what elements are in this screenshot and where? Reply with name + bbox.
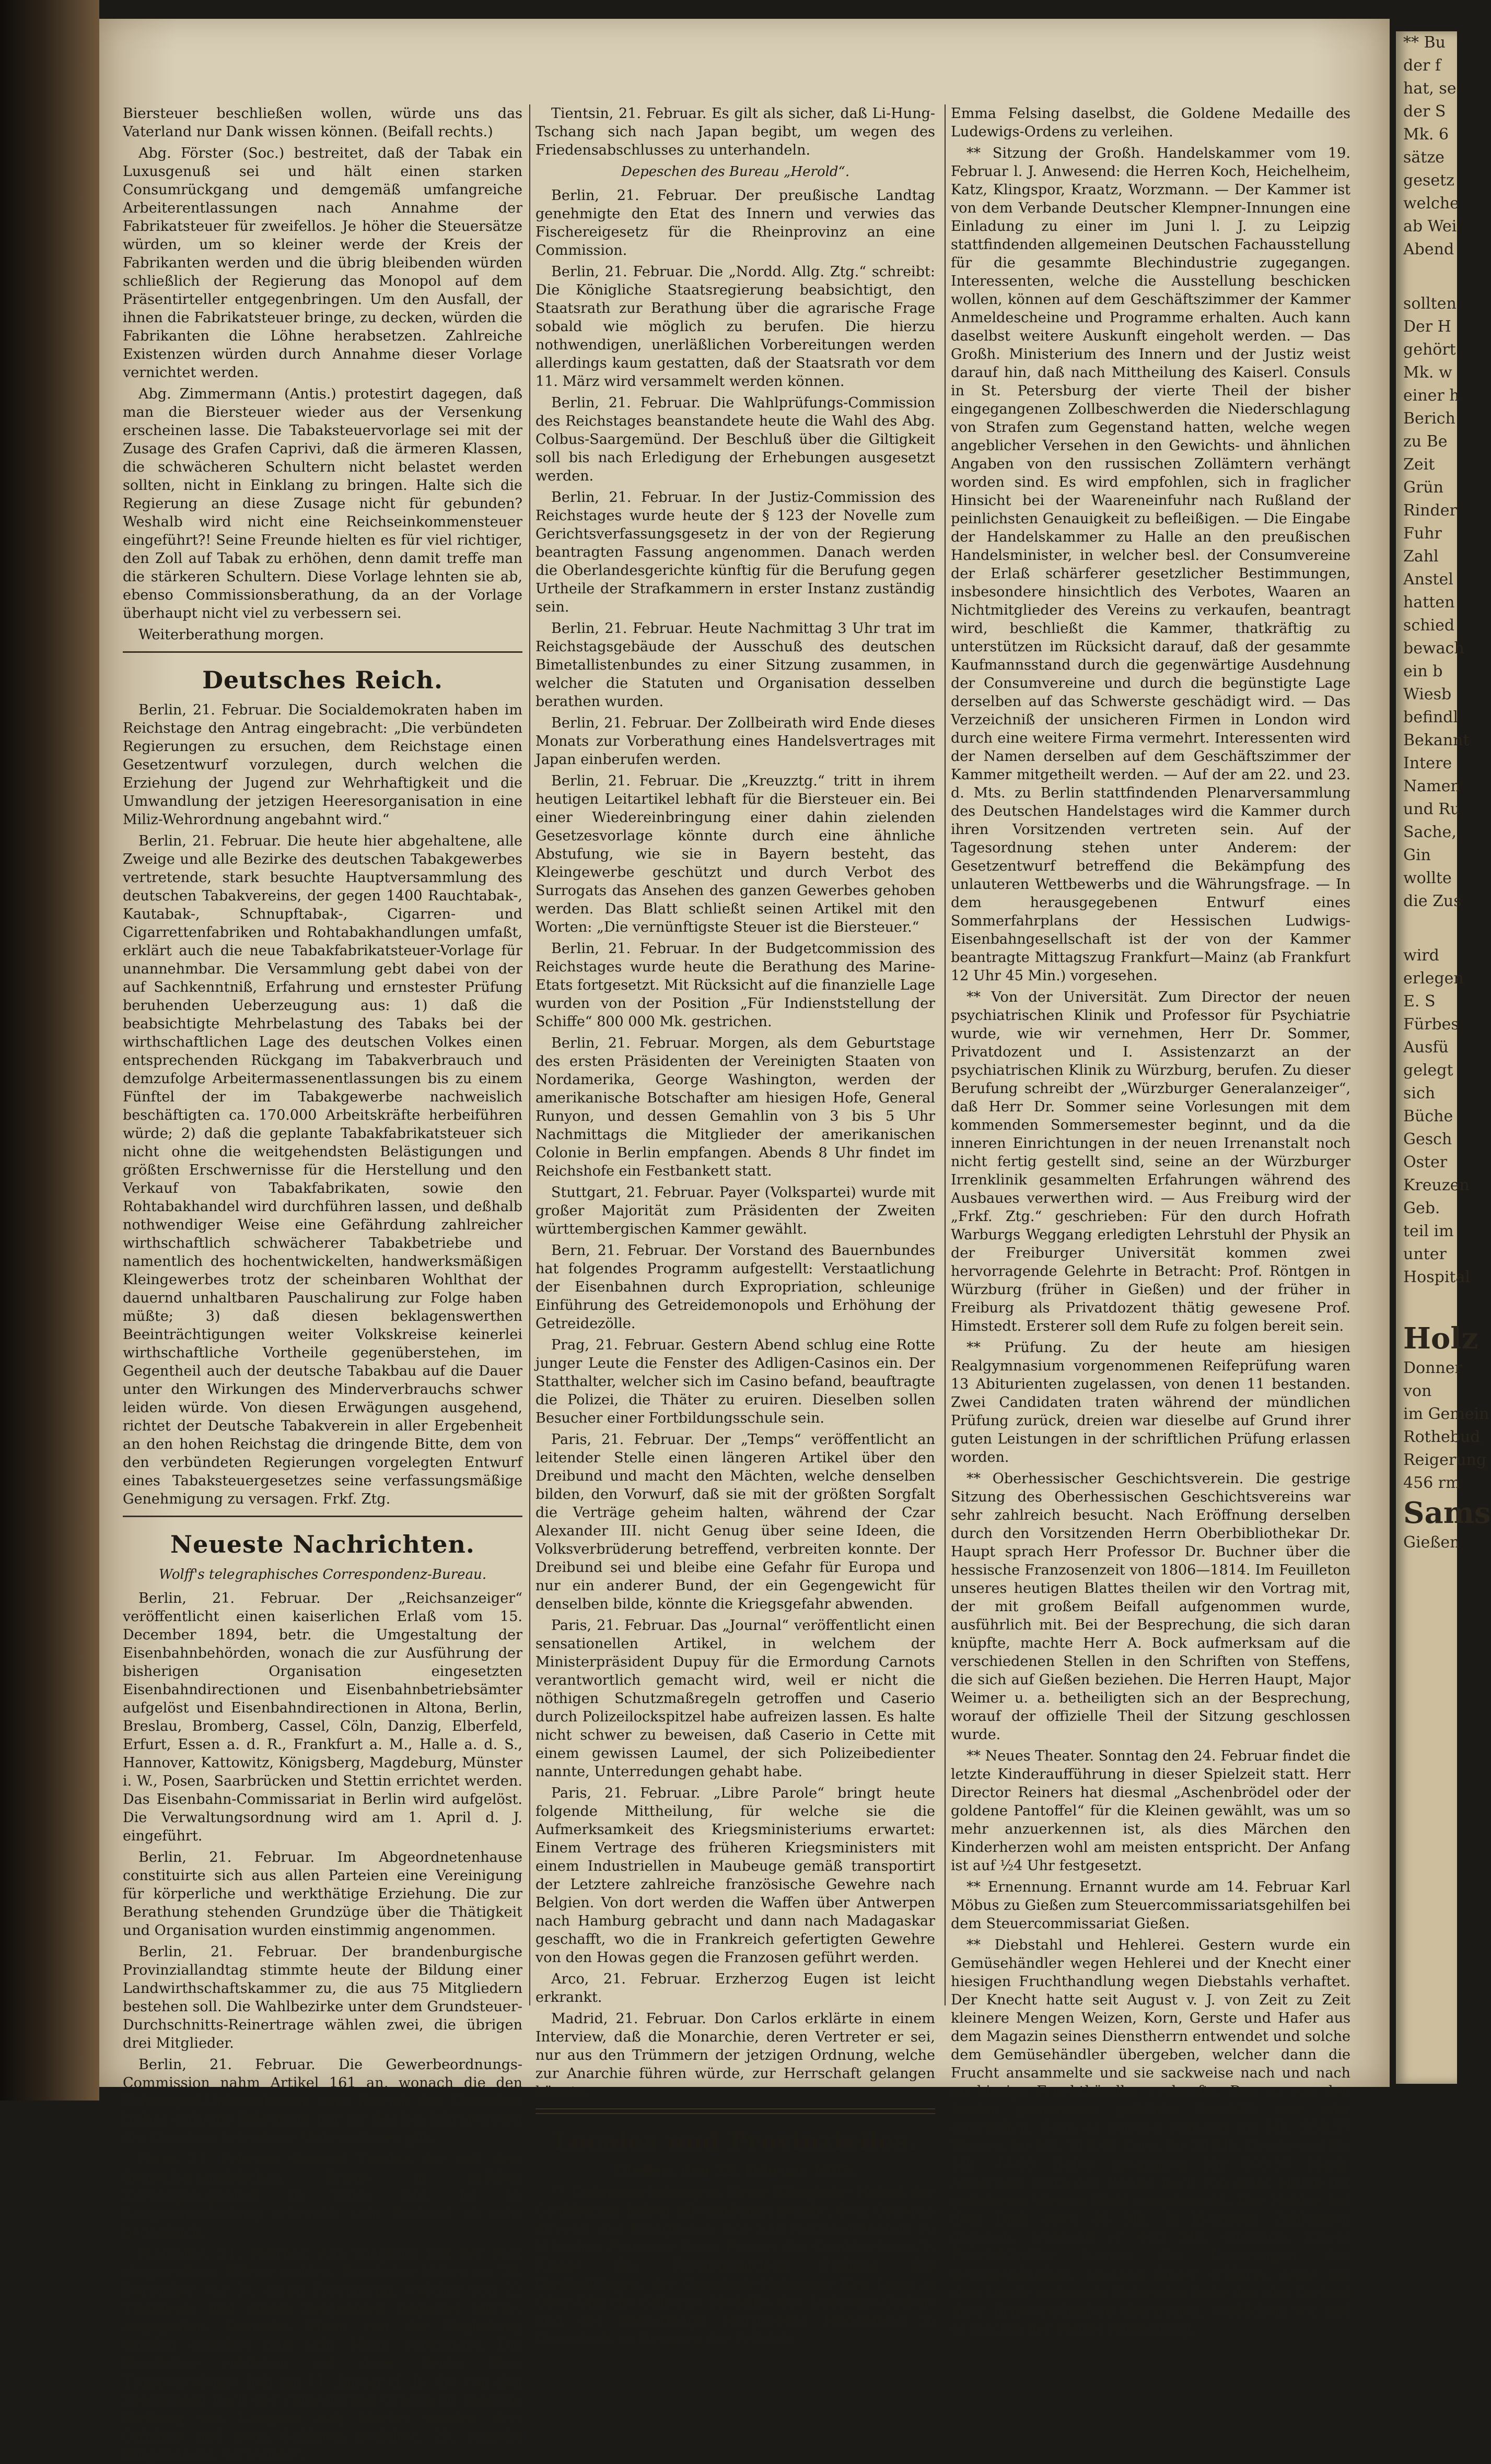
adjacent-page-fragment: Sams	[1403, 1496, 1491, 1530]
adjacent-page-fragment: die Zus	[1403, 892, 1462, 910]
adjacent-page-fragment: unter	[1403, 1245, 1447, 1263]
article-paragraph: Berlin, 21. Februar. Die heute hier abgehaltene, alle Zweige und alle Bezirke des deutschen Tabakgewerbes vertretende, stark besuchte Hauptversammlung des deutschen Tabakvereins, der gegen 1400 Rauchtabak-, Kautabak-, Schnupftabak-, Cigarren- und Cigarrettenfabriken und Rohtabakhandlungen umfaßt, erklärt auch die neue Tabakfabrikatsteuer-Vorlage für unannehmbar. Die Versammlung gebt dabei von der auf Sachkenntniß, Erfahrung und ernstester Prüfung beruhenden Ueberzeugung aus: 1) daß die beabsichtigte Mehrbelastung des Tabaks bei der wirthschaftlichen Lage des deutschen Volkes einen entsprechenden Rückgang im Tabakverbrauch und demzufolge Arbeitermassenentlassungen bis zu einem Fünftel der im Tabakgewerbe nachweislich beschäftigten ca. 170.000 Arbeitskräfte herbeiführen würde; 2) daß die geplante Tabakfabrikatsteuer sich nicht ohne die weitgehendsten Belästigungen und größten Erschwernisse für die Herstellung und den Verkauf von Tabakfabrikaten, sowie den Rohtabakhandel wird durchführen lassen, und deßhalb nothwendiger Weise eine Gefährdung zahlreicher wirthschaftlich schwächerer Tabakbetriebe und namentlich des hochentwickelten, handwerksmäßigen Kleingewerbes trotz der scheinbaren Wohlthat der dauernd unhaltbaren Pauschalirung zur Folge haben müßte; 3) daß diesen beklagenswerthen Beeinträchtigungen weiter Volkskreise keinerlei wirthschaftliche Vortheile gegenüberstehen, im Gegentheil auch der deutsche Tabakbau auf die Dauer unter den Wirkungen des Minderverbrauchs schwer leiden würde. Von diesen Erwägungen ausgehend, richtet der Deutsche Tabakverein in aller Ergebenheit an den hohen Reichstag die dringende Bitte, dem von den verbündeten Regierungen vorgelegten Entwurf eines Tabaksteuergesetzes seine verfassungsmäßige Genehmigung zu versagen. Frkf. Ztg.	[123, 833, 522, 1507]
adjacent-page-fragment: Geb.	[1403, 1199, 1440, 1217]
article-paragraph: ** Oberhessischer Geschichtsverein. Die gestrige Sitzung des Oberhessischen Geschichtsvereins war sehr zahlreich besucht. Nach Eröffnung derselben durch den Vorsitzenden Herrn Oberbibliothekar Dr. Haupt sprach Herr Professor Dr. Buchner über die hessische Franzosenzeit von 1806—1814. Im Feuilleton unseres heutigen Blattes theilen wir den Vortrag mit, der mit großem Beifall aufgenommen wurde, ausführlich mit. Bei der Besprechung, die sich daran knüpfte, machte Herr A. Bock aufmerksam auf die verschiedenen Stellen in den Schriften von Steffens, die sich auf Gießen beziehen. Die Herren Haupt, Major Weimer u. a. betheiligten sich an der Besprechung, worauf der offizielle Theil der Sitzung geschlossen wurde.	[951, 1471, 1350, 1743]
adjacent-page-fragment: wird	[1403, 946, 1439, 965]
section-heading-neueste-nachrichten: Neueste Nachrichten.	[170, 1530, 475, 1558]
article-paragraph: Berlin, 21. Februar. Der Zollbeirath wird Ende dieses Monats zur Vorberathung eines Handelsvertrages mit Japan einberufen werden.	[535, 715, 935, 768]
adjacent-page-fragment: sich	[1403, 1084, 1436, 1102]
adjacent-page-fragment: Fuhr	[1403, 524, 1442, 543]
adjacent-page-fragment: Gesch	[1403, 1130, 1452, 1148]
adjacent-page-fragment: E. S	[1403, 992, 1436, 1011]
adjacent-page-fragment: Gießen	[1403, 1533, 1460, 1552]
article-paragraph: Weiterberathung morgen.	[138, 627, 324, 643]
adjacent-page-fragment: Anstel	[1403, 570, 1453, 589]
column-rule	[945, 104, 946, 2005]
article-paragraph: Abg. Zimmermann (Antis.) protestirt dagegen, daß man die Biersteuer wieder aus der Versenkung erscheinen lasse. Die Tabaksteuervorlage sei mit der Zusage des Grafen Caprivi, daß die ärmeren Klassen, die schwächeren Schultern nicht belastet werden sollten, nicht in Einklang zu bringen. Halte sich die Regierung an diese Zusage nicht für gebunden? Weshalb wird nicht eine Reichseinkommensteuer eingeführt?! Seine Freunde hielten es für viel richtiger, den Zoll auf Tabak zu erhöhen, denn damit treffe man die stärkeren Schultern. Diese Vorlage lehnten sie ab, ebenso Commissionsberathung, da an der Vorlage überhaupt nicht viel zu verbessern sei.	[123, 386, 522, 621]
adjacent-page-fragment: einer h	[1403, 386, 1460, 405]
article-paragraph: Abg. Förster (Soc.) bestreitet, daß der Tabak ein Luxusgenuß sei und hält einen starken Consumrückgang und demgemäß umfangreiche Arbeiterentlassungen nach Annahme der Fabrikatsteuer für zweifellos. Je höher die Steuersätze würden, um so kleiner werde der Kreis der Fabrikanten werden und die übrig bleibenden würden schließlich der Regierung das Monopol auf dem Präsentirteller entgegenbringen. Um den Ausfall, der ihnen die Fabrikatsteuer bringe, zu decken, würden die Fabrikanten die Löhne herabsetzen. Zahlreiche Existenzen würden durch Annahme dieser Vorlage vernichtet werden.	[123, 145, 522, 381]
article-paragraph: ** Sitzung der Großh. Handelskammer vom 19. Februar l. J. Anwesend: die Herren Koch, Heichelheim, Katz, Klingspor, Kraatz, Worzmann. — Der Kammer ist von dem Verbande Deutscher Klempner-Innungen eine Einladung zu einer im Juni l. J. zu Leipzig stattfindenden allgemeinen Deutschen Fachausstellung für die gesammte Blechindustrie zugegangen. Interessenten, welche die Ausstellung beschicken wollen, können auf dem Geschäftszimmer der Kammer Anmeldescheine und Programme erhalten. Auch kann daselbst weitere Auskunft eingeholt werden. — Das Großh. Ministerium des Innern und der Justiz weist darauf hin, daß nach Mittheilung des Kaiserl. Consuls in St. Petersburg der vierte Theil der bisher eingegangenen Zollbeschwerden die Niederschlagung von Strafen zum Gegenstand hatten, welche wegen angeblicher Versehen in den Gewichts- und ähnlichen Angaben von den russischen Zollämtern verhängt worden sind. Es wird empfohlen, sich in fraglicher Hinsicht bei der Waareneinfuhr nach Rußland der peinlichsten Genauigkeit zu befleißigen. — Die Eingabe der Handelskammer zu Halle an den preußischen Handelsminister, in welcher besl. der Consumvereine der Erlaß schärferer gesetzlicher Bestimmungen, insbesondere hinsichtlich des Verbotes, Waaren an Nichtmitglieder des Vereins zu verkaufen, beantragt wird, beschließt die Kammer, thatkräftig zu unterstützen im Rücksicht darauf, daß der gesammte Kaufmannsstand durch die gegenwärtige Ausdehnung der Consumvereine und durch die begünstigte Lage derselben auf das Schwerste geschädigt wird. — Das Verzeichniß der unsicheren Firmen in London wird durch eine weitere Firma vermehrt. Interessenten wird der Namen derselben auf dem Geschäftszimmer der Kammer mitgetheilt werden. — Auf der am 22. und 23. d. Mts. zu Berlin stattfindenden Plenarversammlung des Deutschen Handelstages wird die Kammer durch ihren Vorsitzenden vertreten sein. Auf der Tagesordnung stehen unter Anderem: der Gesetzentwurf betreffend die Bekämpfung des unlauteren Wettbewerbs und die Währungsfrage. — In dem herausgegebenen Entwurf eines Sommerfahrplans der Hessischen Ludwigs-Eisenbahngesellschaft ist der von der Kammer beantragte Mittagszug Frankfurt—Mainz (ab Frankfurt 12 Uhr 45 Min.) vorgesehen.	[951, 145, 1350, 984]
article-paragraph: Berlin, 21. Februar. Die Socialdemokraten haben im Reichstage den Antrag eingebracht: „Die verbündeten Regierungen zu ersuchen, dem Reichstage einen Gesetzentwurf vorzulegen, durch welchen die Erziehung der Jugend zur Wehrhaftigkeit und die Umwandlung der jetzigen Heeresorganisation in eine Miliz-Wehrordnung angebahnt wird.“	[123, 702, 522, 828]
adjacent-page-fragment: schied	[1403, 616, 1455, 635]
article-paragraph: Prag, 21. Februar. Gestern Abend schlug eine Rotte junger Leute die Fenster des Adligen-Casinos ein. Der Statthalter, welcher sich im Casino befand, beauftragte die Polizei, die Thäter zu eruiren. Dieselben sollen Besucher einer Fortbildungsschule sein.	[535, 1337, 935, 1426]
article-paragraph: ** Diebstahl und Hehlerei. Gestern wurde ein Gemüsehändler wegen Hehlerei und der Knecht einer hiesigen Fruchthandlung wegen Diebstahls verhaftet. Der Knecht hatte seit August v. J. von Zeit zu Zeit kleinere Mengen Weizen, Korn, Gerste und Hafer aus dem Magazin seines Dienstherrn entwendet und solche dem Gemüsehändler übergeben, welcher dann die Frucht ansammelte und sie sackweise nach und nach an hiesige Fruchthändler verkaufte. Das so von den beiden gemeinsam geführte Geschäft war sehr einträglich, denn es wurden verkauft für Mk. 258,57 Weizen, für Mk. 210,48 Korn, für 20 Mk. Gerste und für Mk. 14,85 Hafer, zusammen für 503,90 Mark. Außerdem hatte der Hehler noch von einer Mühle für geliefertes Weizen Mehl eingetauscht. Der Hehler hat dem Dieb etwa 40 Mk. in kleineren Zahlungen gegeben, während er 463 Mk. einstrich. Einem Fruchthändler kamen die Lieferungen des Gemüsehändlers, obschon dieser erklärte, seine auf dem Lande wohnende Schwester habe ihm den Verkauf ihrer Ernteerträgnisse übertragen, verdächtig vor und er machte der Polizei Mittheilung.	[951, 1937, 1350, 2337]
article-paragraph: Berlin, 21. Februar. In der Budgetcommission des Reichstages wurde heute die Berathung des Marine-Etats fortgesetzt. Mit Rücksicht auf die finanzielle Lage wurden von der Position „Für Indienststellung der Schiffe“ 800 000 Mk. gestrichen.	[535, 941, 935, 1030]
column-rule	[529, 104, 530, 2005]
article-paragraph: Paris, 21. Februar. Der „Temps“ veröffentlicht an leitender Stelle einen längeren Artikel über den Dreibund und macht den Mächten, welche denselben bilden, den Vorwurf, daß sie mit der größten Sorgfalt die Verträge geheim halten, während der Czar Alexander III. nicht Genug über seine Ideen, die Volksverbrüderung betreffend, verbreiten konnte. Der Dreibund sei und bleibe eine Gefahr für Europa und nur ein anderer Bund, der ein Gegengewicht für denselben bilde, könnte die Kriegsgefahr abwenden.	[535, 1432, 935, 1612]
article-paragraph: Arco, 21. Februar. Erzherzog Eugen ist leicht erkrankt.	[535, 1971, 935, 2005]
adjacent-page-fragment: zu Be	[1403, 432, 1448, 451]
adjacent-page-fragment: Abend	[1403, 240, 1454, 259]
adjacent-page-fragment: ** Bu	[1403, 33, 1446, 52]
adjacent-page-fragment: Gin	[1403, 846, 1431, 864]
dateline: Gießen, den 22. Februar 1895.	[614, 2163, 856, 2179]
adjacent-page-fragment: Zahl	[1403, 547, 1439, 566]
section-divider	[535, 2108, 935, 2114]
article-paragraph: Berlin, 21. Februar. Die Wahlprüfungs-Commission des Reichstages beanstandete heute die Wahl des Abg. Colbus-Saargemünd. Der Beschluß über die Giltigkeit soll bis nach Erledigung der Erhebungen ausgesetzt werden.	[535, 395, 935, 484]
adjacent-page-fragment: erlegen	[1403, 969, 1464, 988]
article-paragraph: Berlin, 21. Februar. Die „Nordd. Allg. Ztg.“ schreibt: Die Königliche Staatsregierung beabsichtigt, den Staatsrath zur Berathung über die agrarische Frage sobald wie möglich zu berufen. Die hierzu nothwendigen, unerläßlichen Vorbereitungen werden allerdings kaum gestatten, daß der Staatsrath vor dem 11. März wird versammelt werden können.	[535, 264, 935, 390]
column-1	[123, 104, 522, 2463]
adjacent-page-fragment: Mk. w	[1403, 363, 1452, 382]
article-paragraph: Stuttgart, 21. Februar. Payer (Volkspartei) wurde mit großer Majorität zum Präsidenten der Zweiten württembergischen Kammer gewählt.	[535, 1184, 935, 1237]
article-paragraph: ** Ernennung. Ernannt wurde am 14. Februar Karl Möbus zu Gießen zum Steuercommissariatsgehilfen bei dem Steuercommissariat Gießen.	[951, 1879, 1350, 1932]
article-paragraph: ** Ordensverleihungen. Seine Königliche Hoheit der Großherzog haben Allergnädigst geruht, dem General-director des Königlichen Hof- und Nationaltheaters zu München Professor Ernst Possart das Comthurkreuz 2. Klasse des Verdienstordens Philipps des Großmüthigen, der Gemeinde-Hebamme Eva Louis in Ober-Olm die Silberne Medaille des Ludewigs-Ordens und der Dienstmagd Margarethe Hildebrand in Darmstadt, in Diensten der Fräulein	[535, 2185, 935, 2347]
adjacent-page-fragment: Holz	[1403, 1321, 1478, 1356]
adjacent-page-fragment: welche	[1403, 194, 1459, 213]
section-divider	[123, 1516, 522, 1517]
adjacent-page-fragment: Der H	[1403, 318, 1451, 336]
adjacent-page-fragment: der S	[1403, 102, 1446, 121]
adjacent-page-fragment: Grün	[1403, 478, 1443, 497]
article-paragraph: Emma Felsing daselbst, die Goldene Medaille des Ludewigs-Ordens zu verleihen.	[951, 105, 1350, 140]
article-paragraph: Berlin, 21. Februar. Der preußische Landtag genehmigte den Etat des Innern und verwies das Fischereigesetz für die Rheinprovinz an eine Commission.	[535, 187, 935, 259]
adjacent-page-fragment: der f	[1403, 56, 1441, 75]
adjacent-page-fragment: Wiesb	[1403, 685, 1452, 703]
column-2	[535, 104, 935, 2347]
adjacent-page-fragment: Fürbes	[1403, 1015, 1459, 1034]
article-paragraph: Madrid, 21. Februar. Don Carlos erklärte in einem Interview, daß die Monarchie, deren Vertreter er sei, nur aus den Trümmern der jetzigen Ordnung, welche zur Anarchie führen würde, zur Herrschaft gelangen könnte.	[535, 2011, 935, 2100]
adjacent-page-fragment: bewach	[1403, 639, 1464, 658]
adjacent-page-fragment: Reigerung	[1403, 1451, 1487, 1469]
section-subheading-herold: Depeschen des Bureau „Herold“.	[621, 164, 850, 180]
adjacent-page-fragment: Intere	[1403, 754, 1452, 772]
adjacent-page-fragment: befindl	[1403, 708, 1459, 726]
adjacent-page-fragment: ab Wei	[1403, 217, 1457, 236]
section-subheading: Wolff's telegraphisches Correspondenz-Bureau.	[158, 1567, 487, 1582]
article-paragraph: Berlin, 21. Februar. Der „Reichsanzeiger“ veröffentlicht einen kaiserlichen Erlaß vom 15. December 1894, betr. die Umgestaltung der Eisenbahnbehörden, wonach die zur Ausführung der bisherigen Organisation eingesetzten Eisenbahndirectionen und Eisenbahnbetriebsämter aufgelöst und Eisenbahndirectionen in Altona, Berlin, Breslau, Bromberg, Cassel, Cöln, Danzig, Elberfeld, Erfurt, Essen a. d. R., Frankfurt a. M., Halle a. d. S., Hannover, Kattowitz, Königsberg, Magdeburg, Münster i. W., Posen, Saarbrücken und Stettin errichtet werden. Das Eisenbahn-Commissariat in Berlin wird aufgelöst. Die Verwaltungsordnung wird am 1. April d. J. eingeführt.	[123, 1590, 522, 1844]
adjacent-page-edge	[1396, 31, 1491, 2084]
adjacent-page-fragment: hat, se	[1403, 79, 1457, 98]
article-paragraph: Berlin, 21. Februar. Die Gewerbeordnungs-Commission nahm Artikel 161 an, wonach die den Schauspiel-Unternehmern zum Betrieb des Gewerbes bisher ertheilte Erlaubniß nur für das bei Inkrafttreten des Gesetzes betriebene Unternehmen gilt.	[123, 2057, 522, 2146]
section-heading-locales: Locales und Provinzielles.	[553, 2127, 917, 2155]
column-3	[951, 104, 1350, 2337]
adjacent-page-fragment: Rothebud	[1403, 1428, 1481, 1446]
book-binding	[0, 0, 99, 2101]
adjacent-page-fragment: Bekannt	[1403, 731, 1470, 749]
adjacent-page-fragment: und Ru	[1403, 800, 1461, 818]
adjacent-page-fragment: Donner	[1403, 1359, 1462, 1377]
adjacent-page-fragment: Oster	[1403, 1153, 1448, 1171]
article-paragraph: Biersteuer beschließen wollen, würde uns das Vaterland nur Dank wissen können. (Beifall rechts.)	[123, 105, 522, 140]
adjacent-page-fragment: gelegt	[1403, 1061, 1453, 1080]
article-paragraph: Berlin, 21. Februar. In der Justiz-Commission des Reichstages wurde heute der § 123 der Novelle zum Gerichtsverfassungsgesetz in der von der Regierung beantragten Fassung angenommen. Danach werden die Oberlandesgerichte künftig für die Berufung gegen Urtheile der Strafkammern in erster Instanz zuständig sein.	[535, 489, 935, 615]
article-paragraph: Paris, 21. Februar. „Libre Parole“ bringt heute folgende Mittheilung, für welche sie die Aufmerksamkeit des Kriegsministeriums erwartet: Einem Vertrage des früheren Kriegsministers mit einem Industriellen in Maubeuge gemäß transportirt der Letztere zahlreiche französische Gewehre nach Belgien. Von dort werden die Waffen über Antwerpen nach Hamburg gebracht und dann nach Madagaskar geschafft, wo die in Frankreich gefertigten Gewehre von den Howas gegen die Franzosen geführt werden.	[535, 1785, 935, 1966]
adjacent-page-fragment: Berich	[1403, 409, 1455, 428]
adjacent-page-fragment: Büche	[1403, 1107, 1453, 1125]
adjacent-page-fragment: sätze	[1403, 148, 1445, 167]
adjacent-page-fragment: gesetz	[1403, 171, 1454, 190]
adjacent-page-fragment: hatten	[1403, 593, 1455, 612]
section-divider	[123, 651, 522, 653]
adjacent-page-fragment: im Gemein	[1403, 1405, 1489, 1423]
adjacent-page-fragment: ein b	[1403, 662, 1443, 680]
article-paragraph: Berlin, 21. Februar. Die „Kreuzztg.“ tritt in ihrem heutigen Leitartikel lebhaft für die Biersteuer ein. Bei einer Wiedereinbringung einer dahin zielenden Gesetzesvorlage könnte durch eine ähnliche Abstufung, wie sie in Bayern besteht, das Kleingewerbe geschützt und durch Verbot des Surrogats das Ansehen des ganzen Gewerbes gehoben werden. Das Blatt schließt seinen Artikel mit den Worten: „Die vernünftigste Steuer ist die Biersteuer.“	[535, 773, 935, 935]
section-heading-deutsches-reich: Deutsches Reich.	[202, 666, 443, 694]
adjacent-page-fragment: Namen	[1403, 777, 1461, 795]
adjacent-page-fragment: gehört	[1403, 341, 1456, 359]
adjacent-page-fragment: sollten	[1403, 295, 1457, 313]
adjacent-page-fragment: 456 rm	[1403, 1474, 1461, 1492]
adjacent-page-fragment: Hospital	[1403, 1268, 1470, 1286]
adjacent-page-fragment: teil im	[1403, 1222, 1454, 1240]
article-paragraph: Tientsin, 21. Februar. Es gilt als sicher, daß Li-Hung-Tschang sich nach Japan begibt, um wegen des Friedensabschlusses zu unterhandeln.	[535, 105, 935, 158]
adjacent-page-fragment: Kreuzen	[1403, 1176, 1470, 1194]
article-paragraph: Paris, 21. Februar. Das „Journal“ veröffentlicht einen sensationellen Artikel, in welchem der Ministerpräsident Dupuy für die Ermordung Carnots verantwortlich gemacht wird, weil er nicht die nöthigen Schutzmaßregeln getroffen und Caserio durch Polizeilockspitzel habe aufreizen lassen. Es halte nicht schwer zu beweisen, daß Caserio in Cette mit einem gewissen Laumel, der sich Polizeibedienter nannte, Unterredungen gehabt habe.	[535, 1617, 935, 1780]
article-paragraph: Bern, 21. Februar. Der Vorstand des Bauernbundes hat folgendes Programm aufgestellt: Verstaatlichung der Eisenbahnen durch Expropriation, schleunige Einführung des Getreidemonopols und Erhöhung der Getreidezölle.	[535, 1242, 935, 1332]
adjacent-page-fragment: Mk. 6	[1403, 125, 1449, 144]
adjacent-page-fragment: Ausfü	[1403, 1038, 1449, 1057]
article-paragraph: ** Neues Theater. Sonntag den 24. Februar findet die letzte Kinderaufführung in dieser Spielzeit statt. Herr Director Reiners hat diesmal „Aschenbrödel oder der goldene Pantoffel“ für die Kleinen gewählt, was um so mehr anzuerkennen ist, als dies Märchen den Kinderherzen wohl am meisten entspricht. Der Anfang ist auf ½4 Uhr festgesetzt.	[951, 1748, 1350, 1874]
article-paragraph: Berlin, 21. Februar. Im Abgeordnetenhause constituirte sich aus allen Parteien eine Vereinigung für körperliche und werkthätige Erziehung. Die zur Berathung stehenden Grundzüge über die Thätigkeit und Organisation wurden einstimmig angenommen.	[123, 1849, 522, 1939]
adjacent-page-fragment: von	[1403, 1382, 1432, 1400]
adjacent-page-fragment: Rinder	[1403, 501, 1457, 520]
article-paragraph: ** Von der Universität. Zum Director der neuen psychiatrischen Klinik und Professor für Psychiatrie wurde, wie wir vernehmen, Herr Dr. Sommer, Privatdozent und I. Assistenzarzt an der psychiatrischen Klinik zu Würzburg, berufen. Zu dieser Berufung schreibt der „Würzburger Generalanzeiger“, daß Herr Dr. Sommer seine Vorlesungen mit dem kommenden Sommersemester beginnt, und da die inneren Einrichtungen in der neuen Irrenanstalt noch nicht fertig gestellt sind, seine an der Würzburger Irrenklinik gesammelten Erfahrungen während des Ausbaues verwerthen wird. — Aus Freiburg wird der „Frkf. Ztg.“ geschrieben: Für den durch Hofrath Warburgs Weggang erledigten Lehrstuhl der Physik an der Freiburger Universität kommen zwei hervorragende Gelehrte in Betracht: Prof. Röntgen in Würzburg (früher in Gießen) und der früher in Freiburg als Privatdozent thätig gewesene Prof. Himstedt. Ersterer soll dem Rufe zu folgen bereit sein.	[951, 989, 1350, 1334]
adjacent-page-fragment: Sache,	[1403, 823, 1457, 841]
article-paragraph: Berlin, 21. Februar. Heute Nachmittag 3 Uhr trat im Reichstagsgebäude der Ausschuß des deutschen Bimetallistenbundes zu einer Sitzung zusammen, in welcher die Statuten und Organisation desselben berathen wurden.	[535, 620, 935, 710]
article-paragraph: Paris, 21. Februar. General Trochu, der seit dem deutsch-französischen Kriege in größter Zurückgezogenheit in Tours lebt, ist an Lungenentzündung erkrankt; sein Zustand ist sehr bedenklich.	[123, 2151, 522, 2240]
adjacent-page-fragment: wollte	[1403, 869, 1452, 887]
article-paragraph: ** Prüfung. Zu der heute am hiesigen Realgymnasium vorgenommenen Reifeprüfung waren 13 Abiturienten zugelassen, von denen 11 bestanden. Zwei Candidaten traten während der mündlichen Prüfung zurück, dreien war dieselbe auf Grund ihrer guten Leistungen in der schriftlichen Prüfung erlassen worden.	[951, 1340, 1350, 1465]
article-paragraph: Berlin, 21. Februar. Morgen, als dem Geburtstage des ersten Präsidenten der Vereinigten Staaten von Nordamerika, George Washington, werden der amerikanische Botschafter am hiesigen Hofe, General Runyon, und dessen Gemahlin von 3 bis 5 Uhr Nachmittags die Mitglieder der amerikanischen Colonie in Berlin empfangen. Abends 8 Uhr findet im Reichshofe ein Festbankett statt.	[535, 1035, 935, 1179]
adjacent-page-fragment: Zeit	[1403, 455, 1435, 474]
article-paragraph: Berlin, 21. Februar. Der brandenburgische Provinziallandtag stimmte heute der Bildung einer Landwirthschaftskammer zu, die aus 75 Mitgliedern bestehen soll. Die Wahlbezirke unter dem Grundsteuer-Durchschnitts-Reinertrage wählen zwei, die übrigen drei Mitglieder.	[123, 1944, 522, 2051]
article-paragraph: Marseille, 21. Februar. Aus Tongking mit der Post eingetroffene Blätter melden, Seeräuber hätten am 20. December vor. Js. einen Provianzug, welcher von 22 Tirailleurs und einem Sergeanten begleitet wurde, angegriffen. Dreizehn Mann von der Begleitung wurden getödtet und acht Mann verwundet. Die Seeräuber entflohen mit ihrer Beute. Eine Truppencolonne hob am 11. Januar d. Js. die von den Seeräubern nach der chinesischen Grenze zu besetzte Stellung von Langwai auf; hierbei wurden drei Offiziere und neun Soldaten getödtet, 23, zumeist Eingeborene, verwundet.	[123, 2246, 522, 2463]
